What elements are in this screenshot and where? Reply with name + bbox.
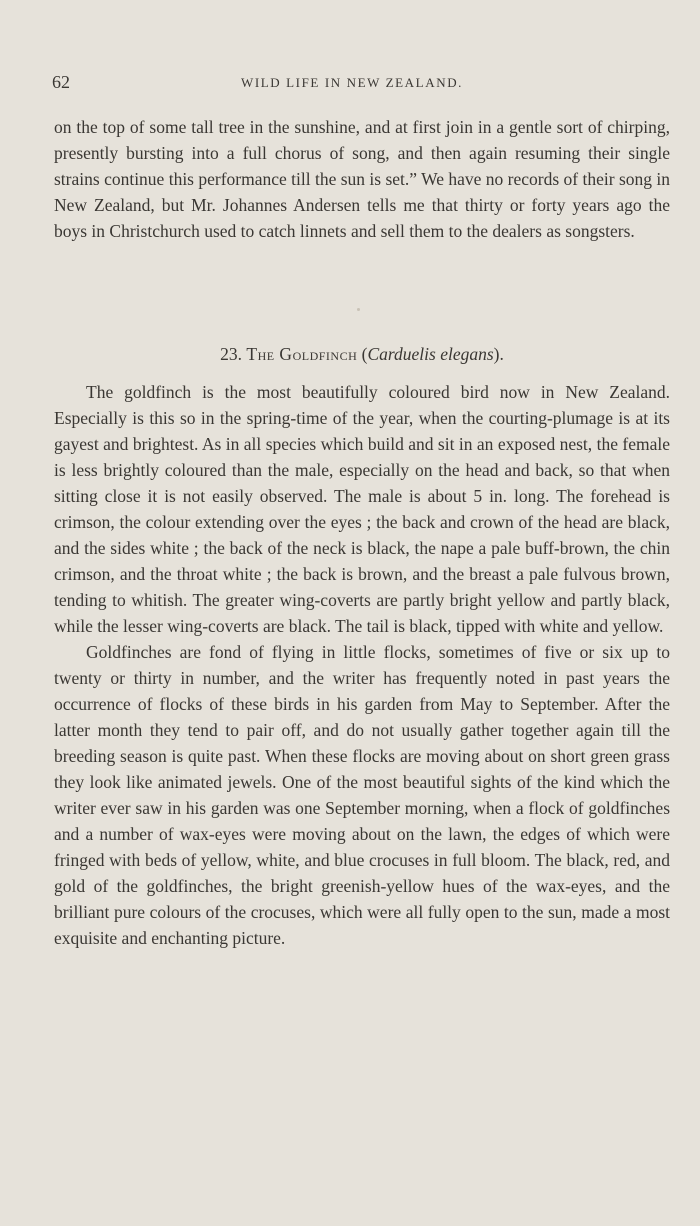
body-paragraph-description: The goldfinch is the most beautifully coloured bird now in New Zealand. Especially is this so in the spring-time of the year, when the courting-plumage is at its gayest and brightest. As in all species which build and sit in an exposed nest, the female is less brightly coloured than the male, especially on the head and back, so that when sitting close it is not easily observed. The male is about 5 in. long. The forehead is crimson, the colour extending over the eyes ; the back and crown of the head are black, and the sides white ; the back of the neck is black, the nape a pale buff-brown, the chin crimson, and the throat white ; the back is brown, and the breast a pale fulvous brown, tending to whitish. The greater wing-coverts are partly bright yellow and partly black, while the lesser wing-coverts are black. The tail is black, tipped with white and yellow. — [54, 382, 670, 636]
scientific-name: Carduelis elegans — [367, 344, 494, 364]
body-paragraph-flocks: Goldfinches are fond of flying in little flocks, sometimes of five or six up to twenty or thirty in number, and the writer has frequently noted in past years the occurrence of flocks of these birds in his garden from May to September. After the latter month they tend to pair off, and do not usually gather together again till the breeding season is quite past. When these flocks are moving about on short green grass they look like animated jewels. One of the most beautiful sights of the kind which the writer ever saw in his garden was one September morning, when a flock of goldfinches and a number of wax-eyes were moving about on the lawn, the edges of which were fringed with beds of yellow, white, and blue crocuses in full bloom. The black, red, and gold of the goldfinches, the bright greenish-yellow hues of the wax-eyes, and the brilliant pure colours of the crocuses, which were all fully open to the sun, made a most exquisite and enchanting picture. — [54, 642, 670, 948]
section-body — [54, 379, 670, 951]
section-number: 23. — [220, 344, 242, 364]
section-title: The Goldfinch — [246, 344, 358, 364]
section-heading: 23. The Goldfinch (Carduelis elegans). — [220, 344, 504, 364]
continuation-paragraph: on the top of some tall tree in the sunshine, and at first join in a gentle sort of chirping, presently bursting into a full chorus of song, and then again resuming their single strains continue this performance till the sun is set.” We have no records of their song in New Zealand, but Mr. Johannes Andersen tells me that thirty or forty years ago the boys in Christchurch used to catch linnets and sell them to the dealers as songsters. — [54, 117, 670, 241]
page-number: 62 — [52, 72, 70, 92]
running-title: WILD LIFE IN NEW ZEALAND. — [240, 75, 464, 90]
paper-speck — [357, 308, 360, 311]
continuation-text — [54, 114, 670, 244]
running-header — [52, 72, 652, 96]
